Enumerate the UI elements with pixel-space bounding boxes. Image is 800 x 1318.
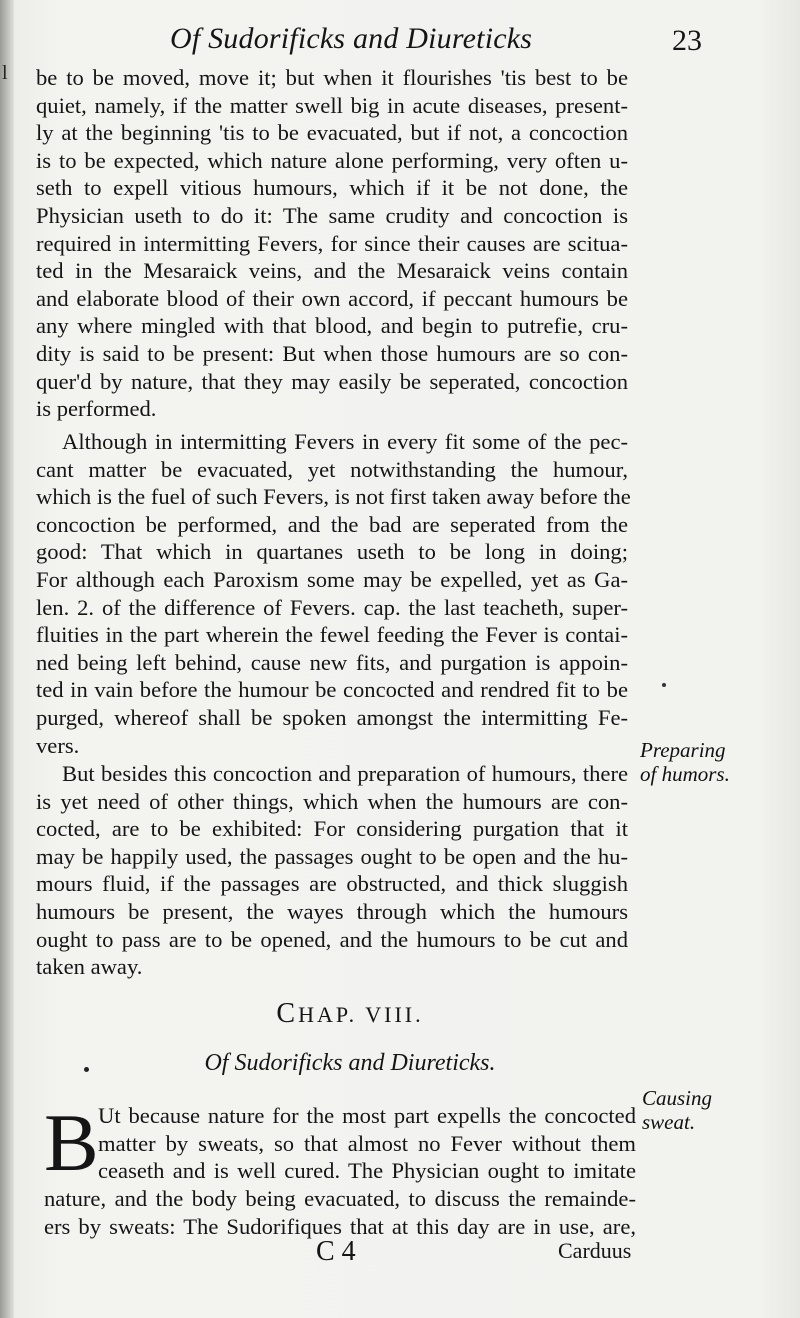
text-line: But besides this concoction and preparation of humours, there xyxy=(62,761,628,786)
text-line: vers. xyxy=(36,732,80,758)
text-line: For although each Paroxism some may be expelled, yet as Ga- xyxy=(36,566,628,592)
drop-cap: B xyxy=(44,1097,99,1188)
text-line: ceaseth and is well cured. The Physician ought to imitate xyxy=(98,1158,636,1184)
paragraph-1 xyxy=(36,64,628,423)
running-head: Of Sudorificks and Diureticks xyxy=(170,22,533,55)
text-line: fluities in the part wherein the fewel feeding the Fever is contai- xyxy=(36,622,628,648)
text-line: and elaborate blood of their own accord, if peccant humours be xyxy=(36,285,628,311)
paragraph-2 xyxy=(36,428,631,759)
catchword: Carduus xyxy=(558,1238,632,1263)
paragraph-4-indented xyxy=(98,1102,636,1185)
text-line: be to be moved, move it; but when it flourishes 'tis best to be xyxy=(36,65,628,90)
text-line: cocted, are to be exhibited: For considering purgation that it xyxy=(36,816,628,842)
chapter-subtitle: Of Sudorificks and Diureticks. xyxy=(204,1050,496,1076)
text-line: Physician useth to do it: The same crudity and concoction is xyxy=(36,202,628,228)
text-line: is yet need of other things, which when the humours are con- xyxy=(36,788,628,814)
text-line: seth to expell vitious humours, which if it be not done, the xyxy=(36,175,628,201)
text-line: cant matter be evacuated, yet notwithstanding the humour, xyxy=(36,456,628,482)
printer-dot xyxy=(662,683,666,687)
margin-note-line: Preparing xyxy=(640,738,726,762)
chapter-heading xyxy=(0,998,700,1030)
text-line: ly at the beginning 'tis to be evacuated, but if not, a concoction xyxy=(36,120,628,146)
text-line: ned being left behind, cause new fits, and purgation is appoin- xyxy=(36,649,628,675)
text-line: dity is said to be present: But when those humours are so con- xyxy=(36,340,628,366)
text-line: ought to pass are to be opened, and the humours to be cut and xyxy=(36,926,628,952)
margin-note-line: of humors. xyxy=(640,762,730,786)
text-line: matter by sweats, so that almost no Fever without them xyxy=(98,1130,636,1156)
margin-note-line: sweat. xyxy=(642,1110,696,1134)
text-line: Although in intermitting Fevers in every fit some of the pec- xyxy=(62,429,628,454)
text-line: nature, and the body being evacuated, to discuss the remainde- xyxy=(44,1186,636,1211)
chapter-heading-initial: C xyxy=(276,998,299,1029)
text-line: may be happily used, the passages ought to be open and the hu- xyxy=(36,843,628,869)
text-line: Ut because nature for the most part expells the concocted xyxy=(98,1103,636,1128)
text-line: humours be present, the wayes through which the humours xyxy=(36,898,628,924)
text-line: concoction be performed, and the bad are seperated from the xyxy=(36,511,628,537)
gutter-shadow xyxy=(0,0,14,1318)
text-line: purged, whereof shall be spoken amongst the intermitting Fe- xyxy=(36,704,628,730)
text-line: is performed. xyxy=(36,396,157,422)
edge-mark: l xyxy=(2,62,8,84)
text-line: ted in the Mesaraick veins, and the Mesaraick veins contain xyxy=(36,258,628,284)
page-number: 23 xyxy=(672,24,702,57)
signature-mark: C 4 xyxy=(316,1236,356,1267)
paragraph-4-full xyxy=(44,1185,636,1240)
text-line: ted in vain before the humour be concocted and rendred fit to be xyxy=(36,677,628,703)
text-line: quiet, namely, if the matter swell big in acute diseases, present- xyxy=(36,92,628,118)
margin-note-causing xyxy=(642,1086,712,1134)
chapter-heading-rest: HAP. VIII. xyxy=(298,1002,424,1027)
text-line: ers by sweats: The Sudorifiques that at this day are in use, are, xyxy=(44,1213,636,1239)
paragraph-3 xyxy=(36,760,628,981)
text-line: len. 2. of the difference of Fevers. cap. the last teacheth, super- xyxy=(36,594,628,620)
margin-note-preparing xyxy=(640,738,730,786)
text-line: any where mingled with that blood, and begin to putrefie, cru- xyxy=(36,313,628,339)
text-line: which is the fuel of such Fevers, is not first taken away before the xyxy=(36,484,631,510)
text-line: quer'd by nature, that they may easily be seperated, concoction xyxy=(36,368,628,394)
text-line: is to be expected, which nature alone performing, very often u- xyxy=(36,147,628,173)
text-line: taken away. xyxy=(36,954,143,980)
margin-note-line: Causing xyxy=(642,1086,713,1110)
text-line: mours fluid, if the passages are obstructed, and thick sluggish xyxy=(36,871,628,897)
text-line: good: That which in quartanes useth to be long in doing; xyxy=(36,539,628,565)
text-line: required in intermitting Fevers, for since their causes are scitua- xyxy=(36,230,628,256)
